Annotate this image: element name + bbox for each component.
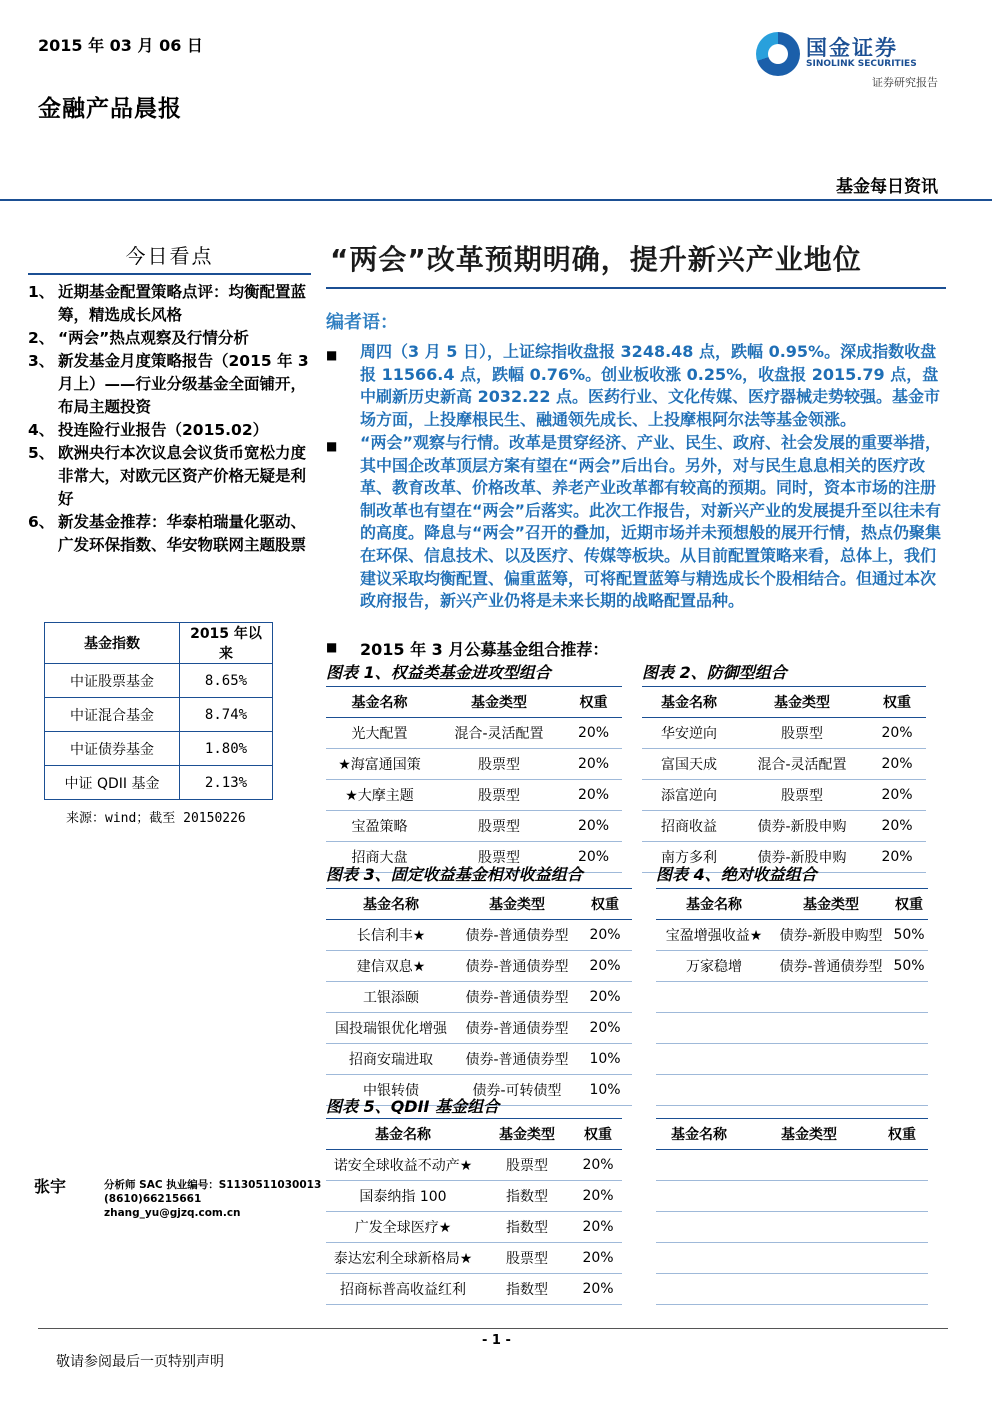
analyst-name: 张宇	[34, 1177, 67, 1196]
fig2-title: 图表 2、防御型组合	[642, 663, 787, 682]
table-cell: 广发全球医疗★	[326, 1212, 480, 1243]
table-cell: 20%	[578, 1013, 632, 1044]
table-cell: 招商收益	[642, 811, 736, 842]
table-cell: 工银添颐	[326, 982, 456, 1013]
table-cell: 20%	[868, 842, 926, 873]
table-row	[656, 1013, 928, 1044]
analyst-phone: (8610)66215661	[104, 1193, 202, 1205]
item-text: 投连险行业报告（2015.02）	[58, 421, 269, 439]
table-cell: 10%	[578, 1044, 632, 1075]
table-row	[326, 1013, 632, 1044]
table-row	[326, 1212, 622, 1243]
column-header: 基金指数	[45, 623, 180, 664]
table-cell: 国泰纳指 100	[326, 1181, 480, 1212]
table-cell: 债券-新股申购	[736, 811, 868, 842]
logo-cn-text: 国金证券	[806, 36, 898, 60]
table-row	[656, 1181, 928, 1212]
table-cell: 债券-普通债券型	[456, 982, 578, 1013]
page-number: - 1 -	[482, 1333, 511, 1348]
table-cell: 建信双息★	[326, 951, 456, 982]
fig4-table	[656, 888, 928, 1106]
table-cell: 光大配置	[326, 718, 433, 749]
table-cell: 国投瑞银优化增强	[326, 1013, 456, 1044]
table-row	[656, 1212, 928, 1243]
table-cell: 股票型	[736, 718, 868, 749]
paragraph-text: 周四（3 月 5 日），上证综指收盘报 3248.48 点，跌幅 0.95%。深成指数收盘报 11566.4 点，跌幅 0.76%。创业板收涨 0.25%，收盘报 2015.79 点，盘中刷新历史新高 2032.22 点。医药行业、文化传媒、医疗器械走势较强。基金市场方面，上投摩根民生、融通领先成长、上投摩根阿尔法等基金领涨。	[360, 342, 941, 429]
column-header: 基金名称	[326, 687, 433, 718]
table-header-row	[326, 687, 622, 718]
table-row	[642, 780, 926, 811]
square-bullet-icon: ■	[326, 348, 338, 362]
table-header-row	[326, 1119, 622, 1150]
table-row	[326, 951, 632, 982]
column-header: 基金类型	[736, 687, 868, 718]
table-cell: 股票型	[433, 811, 565, 842]
column-header: 基金类型	[433, 687, 565, 718]
table-row	[656, 1044, 928, 1075]
table-row	[656, 1243, 928, 1274]
table-row	[45, 766, 273, 800]
table-cell: 中证债券基金	[45, 732, 180, 766]
table-row	[326, 982, 632, 1013]
table-cell: 富国天成	[642, 749, 736, 780]
table-cell: 50%	[890, 951, 928, 982]
analyst-email: zhang_yu@gjzq.com.cn	[104, 1207, 241, 1219]
column-header: 基金名称	[656, 1119, 742, 1150]
table-cell: 20%	[574, 1181, 622, 1212]
table-cell: 债券-普通债券型	[456, 920, 578, 951]
table-row	[326, 718, 622, 749]
square-bullet-icon: ■	[326, 439, 338, 453]
fig5-title: 图表 5、QDII 基金组合	[326, 1097, 500, 1116]
table-row	[642, 749, 926, 780]
table-cell: 混合-灵活配置	[433, 718, 565, 749]
table-cell: 股票型	[480, 1243, 574, 1274]
table-cell: 债券-可转债型	[456, 1075, 578, 1106]
table-cell: 50%	[890, 920, 928, 951]
table-header-row	[326, 889, 632, 920]
list-item	[28, 350, 311, 419]
table-cell: 20%	[565, 749, 622, 780]
fig3-table	[326, 888, 632, 1106]
table-row	[45, 732, 273, 766]
list-item	[28, 327, 311, 350]
column-header: 权重	[578, 889, 632, 920]
table-cell: 1.80%	[180, 732, 273, 766]
fund-index-table	[44, 622, 273, 800]
table-cell: 泰达宏利全球新格局★	[326, 1243, 480, 1274]
table-cell: 中银转债	[326, 1075, 456, 1106]
fig5-right-table	[656, 1118, 928, 1305]
table-row	[656, 1274, 928, 1305]
logo-en-text: SINOLINK SECURITIES	[806, 59, 917, 69]
table-cell: 20%	[578, 951, 632, 982]
today-heading: 今日看点	[28, 240, 311, 275]
table-header-row	[642, 687, 926, 718]
table-cell: 20%	[868, 749, 926, 780]
square-bullet-icon: ■	[326, 640, 338, 654]
table-cell: 20%	[565, 718, 622, 749]
table-cell: 债券-新股申购型	[772, 920, 890, 951]
list-item	[28, 281, 311, 327]
table-row	[656, 951, 928, 982]
paragraph-text: “两会”观察与行情。改革是贯穿经济、产业、民生、政府、社会发展的重要举措，其中国企改革顶层方案有望在“两会”后出台。另外，对与民生息息相关的医疗改革、教育改革、价格改革、养老产业改革都有较高的预期。同时，资本市场的注册制改革也有望在“两会”后落实。此次工作报告，对新兴产业的发展提升至以往未有的高度。降息与“两会”召开的叠加，近期市场并未预想般的展开行情，热点仍聚集在环保、信息技术、以及医疗、传媒等板块。从目前配置策略来看，总体上，我们建议采取均衡配置、偏重蓝筹，可将配置蓝筹与精选成长个股相结合。但通过本次政府报告，新兴产业仍将是未来长期的战略配置品种。	[360, 433, 942, 611]
item-number: 1、	[28, 283, 55, 301]
table-row	[326, 1243, 622, 1274]
table-cell: 华安逆向	[642, 718, 736, 749]
fig1-table	[326, 686, 622, 873]
table-row	[656, 1150, 928, 1181]
table-cell: 8.74%	[180, 698, 273, 732]
footer-notice: 敬请参阅最后一页特别声明	[56, 1354, 224, 1370]
column-header: 权重	[876, 1119, 928, 1150]
table-cell: 添富逆向	[642, 780, 736, 811]
table-cell: 指数型	[480, 1181, 574, 1212]
logo-mark-icon	[756, 32, 800, 76]
fig2-table	[642, 686, 926, 873]
item-text: “两会”热点观察及行情分析	[58, 329, 249, 347]
table-cell: 中证股票基金	[45, 664, 180, 698]
table-cell: 长信利丰★	[326, 920, 456, 951]
item-number: 6、	[28, 513, 55, 531]
table-row	[656, 982, 928, 1013]
column-header: 权重	[574, 1119, 622, 1150]
item-number: 3、	[28, 352, 55, 370]
table-cell: ★大摩主题	[326, 780, 433, 811]
table-cell: 股票型	[433, 842, 565, 873]
list-item	[28, 419, 311, 442]
table-cell: 8.65%	[180, 664, 273, 698]
list-item	[28, 442, 311, 511]
column-header: 基金名称	[326, 1119, 480, 1150]
table-cell: 20%	[565, 811, 622, 842]
table-cell: 20%	[565, 780, 622, 811]
two-sessions-analysis	[326, 432, 948, 613]
table-row	[326, 1181, 622, 1212]
table-cell: 南方多利	[642, 842, 736, 873]
table-cell: 中证混合基金	[45, 698, 180, 732]
table-cell: 债券-新股申购	[736, 842, 868, 873]
column-header: 基金类型	[772, 889, 890, 920]
item-text: 欧洲央行本次议息会议货币宽松力度非常大，对欧元区资产价格无疑是利好	[58, 444, 307, 508]
table-cell: 股票型	[480, 1150, 574, 1181]
table-row	[326, 1150, 622, 1181]
table-row	[326, 920, 632, 951]
fig5-table	[326, 1118, 622, 1305]
table-cell: 20%	[578, 920, 632, 951]
table-cell: 宝盈增强收益★	[656, 920, 772, 951]
fig4-title: 图表 4、绝对收益组合	[656, 865, 817, 884]
table-cell: 宝盈策略	[326, 811, 433, 842]
report-date: 2015 年 03 月 06 日	[38, 36, 203, 55]
item-text: 新发基金推荐：华泰柏瑞量化驱动、广发环保指数、华安物联网主题股票	[58, 513, 307, 554]
table-cell: 债券-普通债券型	[456, 1044, 578, 1075]
table-cell: 万家稳增	[656, 951, 772, 982]
table-row	[642, 718, 926, 749]
column-header: 基金名称	[656, 889, 772, 920]
item-number: 5、	[28, 444, 55, 462]
table-cell: 债券-普通债券型	[456, 1013, 578, 1044]
table-row	[326, 749, 622, 780]
table-header-row	[656, 889, 928, 920]
column-header: 基金名称	[326, 889, 456, 920]
table-header-row	[45, 623, 273, 664]
recommendation-title	[326, 637, 608, 660]
column-header: 基金类型	[456, 889, 578, 920]
table-header-row	[656, 1119, 928, 1150]
table-cell: 20%	[868, 811, 926, 842]
fig3-title: 图表 3、固定收益基金相对收益组合	[326, 865, 583, 884]
table-cell: 招商大盘	[326, 842, 433, 873]
table-cell: 诺安全球收益不动产★	[326, 1150, 480, 1181]
column-header: 权重	[868, 687, 926, 718]
item-number: 4、	[28, 421, 55, 439]
table-row	[45, 698, 273, 732]
recommendation-text: 2015 年 3 月公募基金组合推荐：	[360, 640, 609, 659]
company-logo	[756, 28, 946, 98]
table-cell: 招商标普高收益红利	[326, 1274, 480, 1305]
analyst-contact	[104, 1178, 321, 1220]
table-row	[642, 811, 926, 842]
table-cell: 股票型	[736, 780, 868, 811]
list-item	[28, 511, 311, 557]
table-row	[45, 664, 273, 698]
table-cell: 招商安瑞进取	[326, 1044, 456, 1075]
table-cell: 股票型	[433, 780, 565, 811]
column-header: 基金类型	[480, 1119, 574, 1150]
column-header: 基金名称	[642, 687, 736, 718]
report-title: 金融产品晨报	[38, 96, 182, 122]
footer-divider	[38, 1328, 948, 1329]
item-text: 近期基金配置策略点评：均衡配置蓝筹，精选成长风格	[58, 283, 307, 324]
table-row	[656, 1075, 928, 1106]
table-cell: 20%	[574, 1274, 622, 1305]
item-number: 2、	[28, 329, 55, 347]
item-text: 新发基金月度策略报告（2015 年 3 月上）——行业分级基金全面铺开，布局主题投资	[58, 352, 309, 416]
table-source: 来源：wind；截至 20150226	[66, 811, 246, 826]
market-summary	[326, 341, 948, 431]
header-divider	[0, 199, 992, 201]
main-headline: “两会”改革预期明确，提升新兴产业地位	[330, 243, 862, 276]
table-cell: 20%	[578, 982, 632, 1013]
headline-divider	[326, 287, 946, 289]
column-header: 基金类型	[742, 1119, 876, 1150]
table-cell: 10%	[578, 1075, 632, 1106]
table-row	[326, 780, 622, 811]
table-cell: 指数型	[480, 1212, 574, 1243]
table-cell: 20%	[574, 1212, 622, 1243]
table-cell: 指数型	[480, 1274, 574, 1305]
table-cell: 股票型	[433, 749, 565, 780]
table-cell: 20%	[565, 842, 622, 873]
logo-subtitle: 证券研究报告	[872, 76, 938, 89]
table-row	[326, 1274, 622, 1305]
table-cell: 20%	[868, 718, 926, 749]
table-cell: 混合-灵活配置	[736, 749, 868, 780]
fig1-title: 图表 1、权益类基金进攻型组合	[326, 663, 551, 682]
table-row	[656, 920, 928, 951]
today-list	[28, 281, 311, 557]
table-cell: 中证 QDII 基金	[45, 766, 180, 800]
table-cell: 债券-普通债券型	[456, 951, 578, 982]
table-row	[326, 811, 622, 842]
table-cell: ★海富通国策	[326, 749, 433, 780]
table-cell: 20%	[868, 780, 926, 811]
table-cell: 20%	[574, 1150, 622, 1181]
table-cell: 2.13%	[180, 766, 273, 800]
column-header: 权重	[890, 889, 928, 920]
analyst-license: 分析师 SAC 执业编号：S1130511030013	[104, 1179, 322, 1191]
column-header: 权重	[565, 687, 622, 718]
table-cell: 债券-普通债券型	[772, 951, 890, 982]
table-cell: 20%	[574, 1243, 622, 1274]
table-row	[326, 1044, 632, 1075]
section-tag: 基金每日资讯	[836, 177, 938, 197]
today-highlights	[28, 240, 311, 557]
editor-label: 编者语：	[326, 312, 398, 333]
column-header: 2015 年以来	[180, 623, 273, 664]
